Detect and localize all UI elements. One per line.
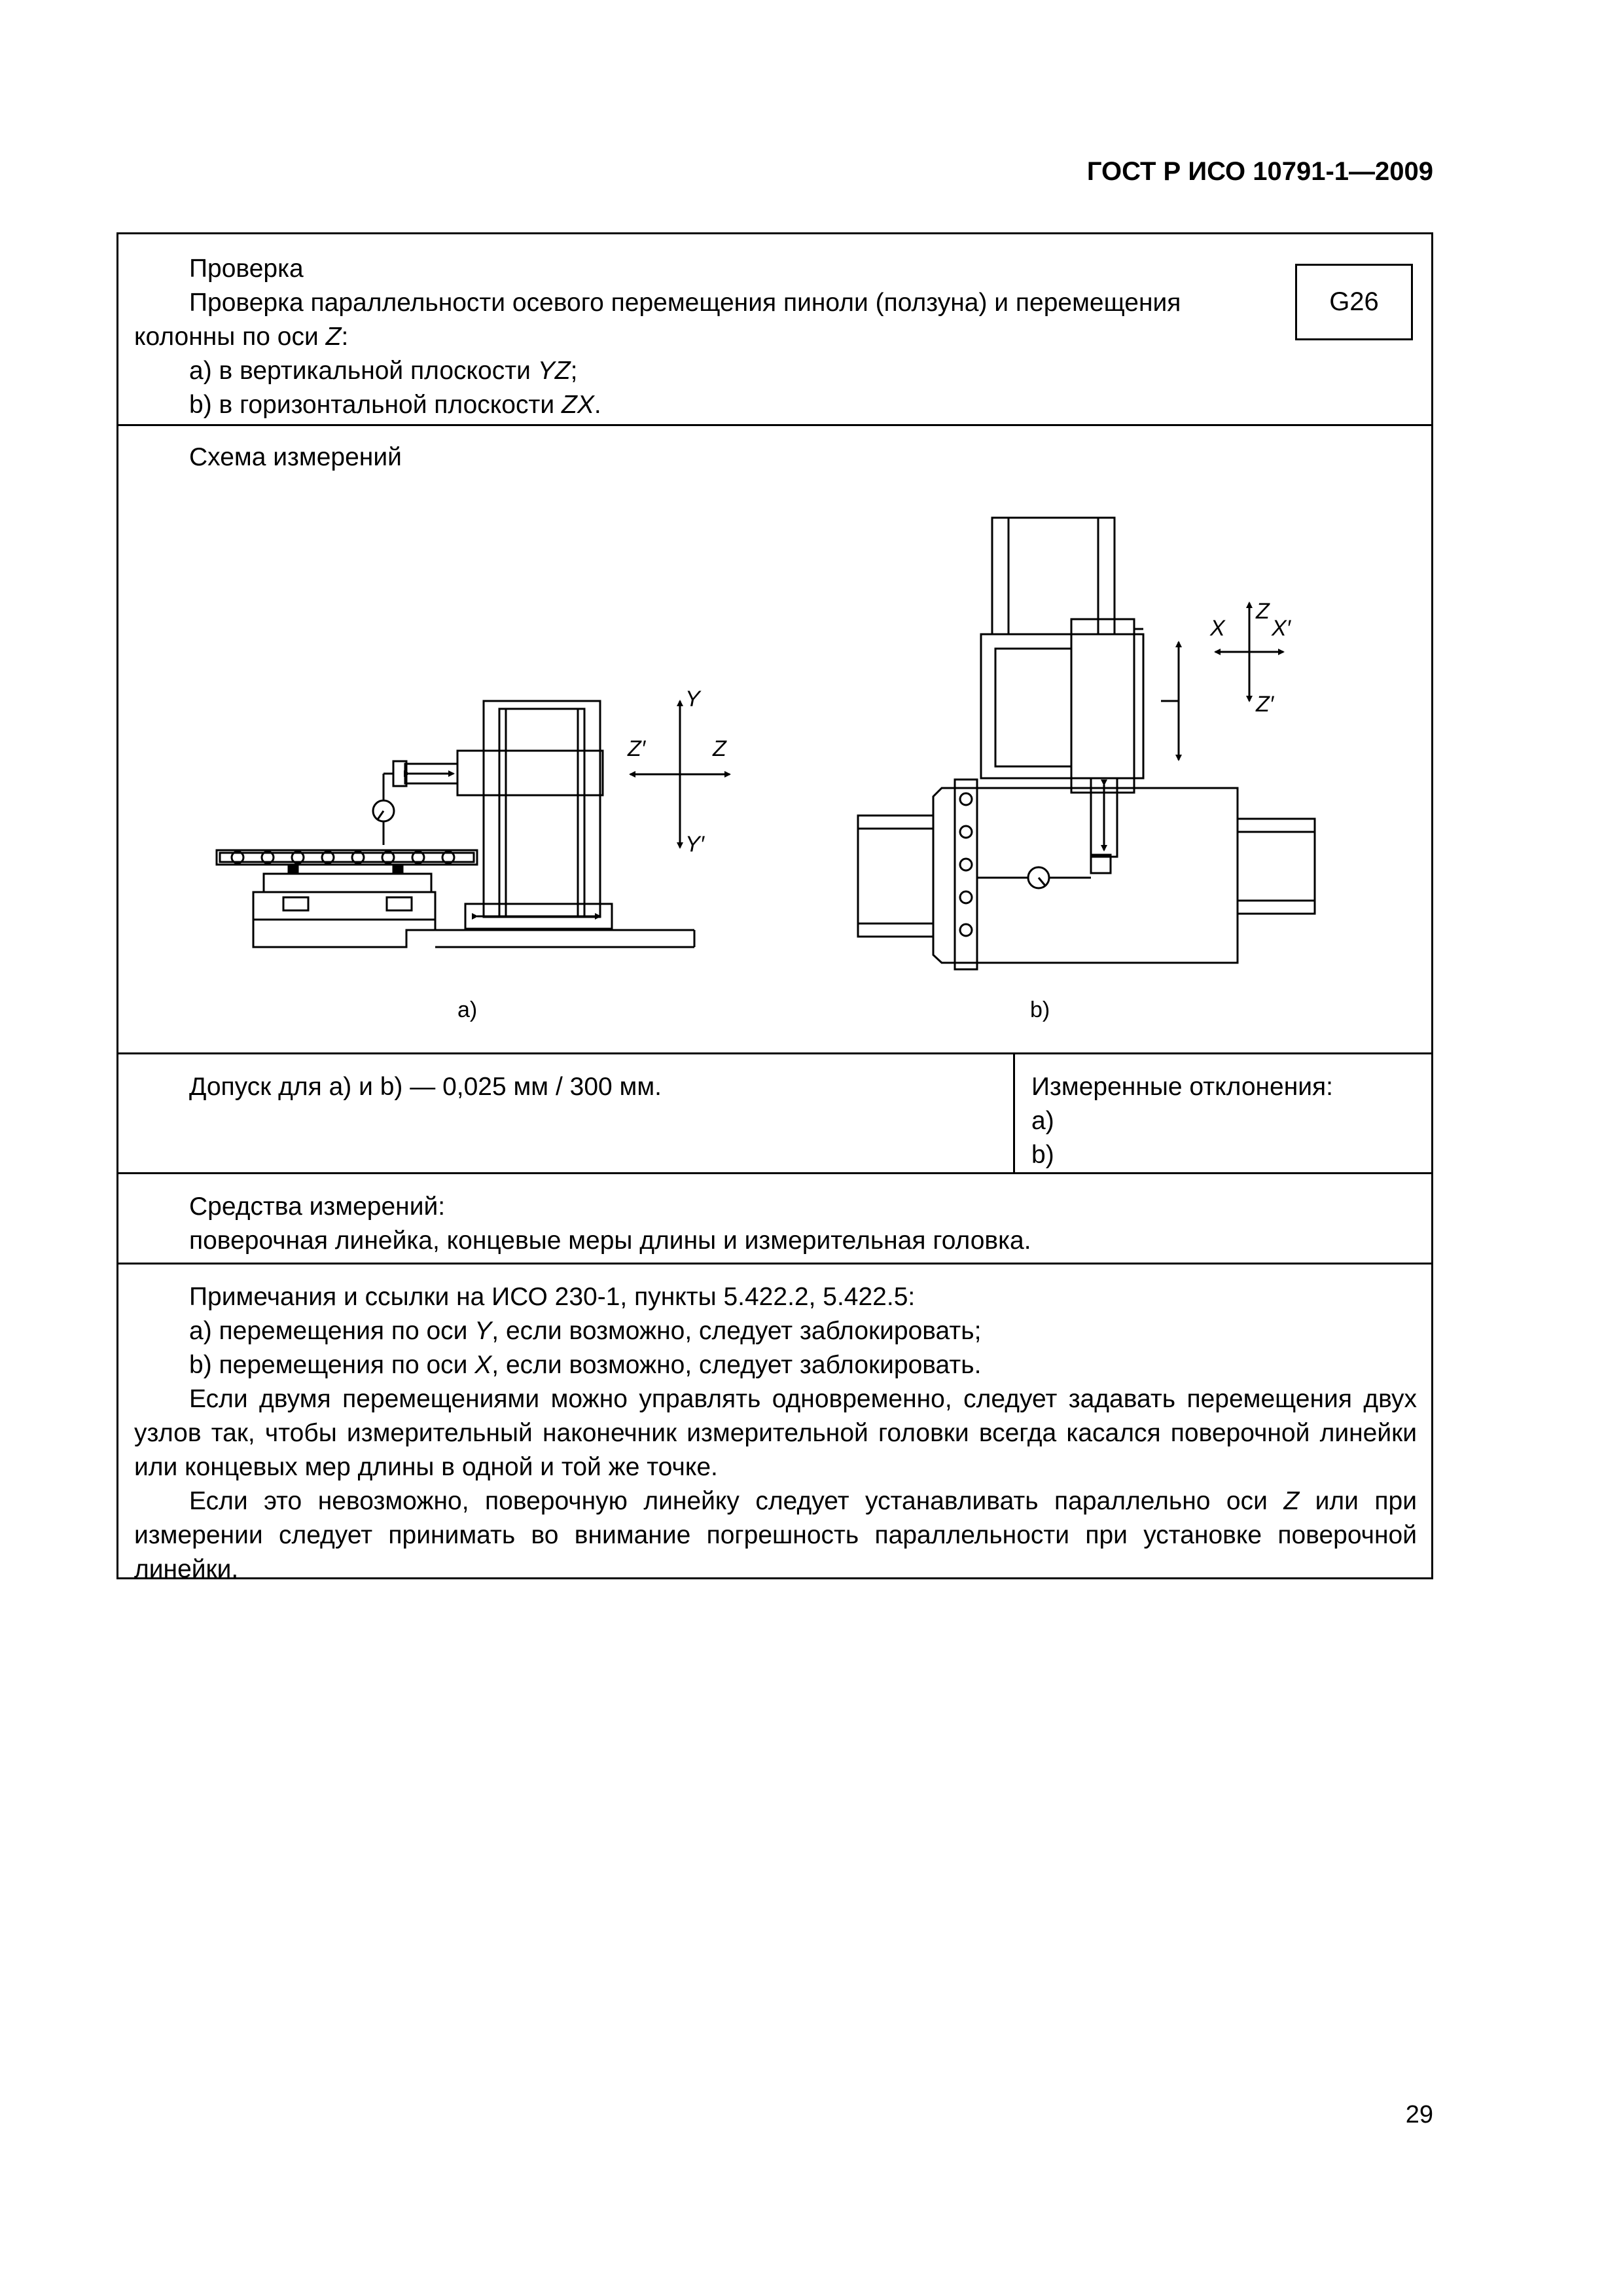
- notes-section: [118, 1265, 1431, 1581]
- axis-label-b-right: X′: [1272, 616, 1291, 641]
- check-description: [134, 252, 1358, 422]
- figure-b-label: b): [1030, 997, 1050, 1022]
- figure-a-label: а): [457, 997, 478, 1022]
- measured-deviations: [1031, 1070, 1333, 1172]
- axis-label-a-right: Z: [713, 736, 726, 761]
- notes-item-b: b) перемещения по оси X, если возможно, следует заблокировать.: [189, 1351, 982, 1379]
- axis-label-b-down: Z′: [1256, 692, 1274, 717]
- instruments-text: [134, 1190, 1410, 1258]
- measured-b: b): [1031, 1141, 1054, 1169]
- instruments-section: [118, 1174, 1431, 1265]
- figure-b-drawing: [858, 518, 1315, 969]
- measured-a: а): [1031, 1107, 1054, 1135]
- axis-label-a-up: Y: [685, 687, 700, 711]
- notes-item-a: а) перемещения по оси Y, если возможно, следует заблокировать;: [189, 1317, 982, 1345]
- check-section: [118, 234, 1431, 426]
- figure-a-drawing: [217, 701, 730, 947]
- scheme-title: Схема измерений: [189, 443, 402, 471]
- check-statement: [134, 286, 1279, 354]
- notes-paragraph-1: Если двумя перемещениями можно управлять одновременно, следует задавать перемещения двух узлов так, чтобы измерительный наконечник измерительной головки всегда касался поверочной линейки или концевых мер длины в одной и той же точке.: [134, 1385, 1417, 1481]
- instruments-title: Средства измерений:: [189, 1193, 446, 1221]
- notes-text: [134, 1280, 1417, 1587]
- measured-title: Измеренные отклонения:: [1031, 1073, 1334, 1101]
- check-sheet: [116, 232, 1433, 1583]
- axis-label-b-left: X: [1210, 616, 1225, 641]
- instruments-list: поверочная линейка, концевые меры длины и измерительная головка.: [189, 1227, 1031, 1255]
- axis-label-a-down: Y′: [685, 832, 705, 857]
- column-divider: [1013, 1054, 1015, 1172]
- notes-title: Примечания и ссылки на ИСО 230-1, пункты 5.422.2, 5.422.5:: [189, 1283, 916, 1311]
- check-statement-line2: колонны по оси Z:: [134, 323, 349, 351]
- check-item-b: b) в горизонтальной плоскости ZX.: [189, 391, 601, 419]
- axis-label-a-left: Z′: [628, 736, 646, 761]
- check-statement-line1: Проверка параллельности осевого перемещения пиноли (ползуна) и перемещения: [189, 289, 1181, 317]
- page-number: 29: [1405, 2101, 1433, 2128]
- notes-paragraph-2: Если это невозможно, поверочную линейку следует устанавливать параллельно оси Z или при измерении следует принимать во внимание погрешность параллельности при установке поверочной линейки.: [134, 1487, 1418, 1583]
- check-item-a: а) в вертикальной плоскости YZ;: [189, 357, 578, 385]
- measurement-scheme-drawings: [118, 426, 1431, 1052]
- document-code: ГОСТ Р ИСО 10791-1—2009: [1086, 157, 1433, 186]
- tolerance-text: Допуск для а) и b) — 0,025 мм / 300 мм.: [189, 1073, 662, 1101]
- axis-label-b-up: Z: [1256, 599, 1270, 624]
- check-label: Проверка: [189, 255, 304, 283]
- measurement-scheme-section: [118, 426, 1431, 1054]
- tolerance-section: [118, 1054, 1431, 1174]
- check-id-box: G26: [1295, 264, 1413, 340]
